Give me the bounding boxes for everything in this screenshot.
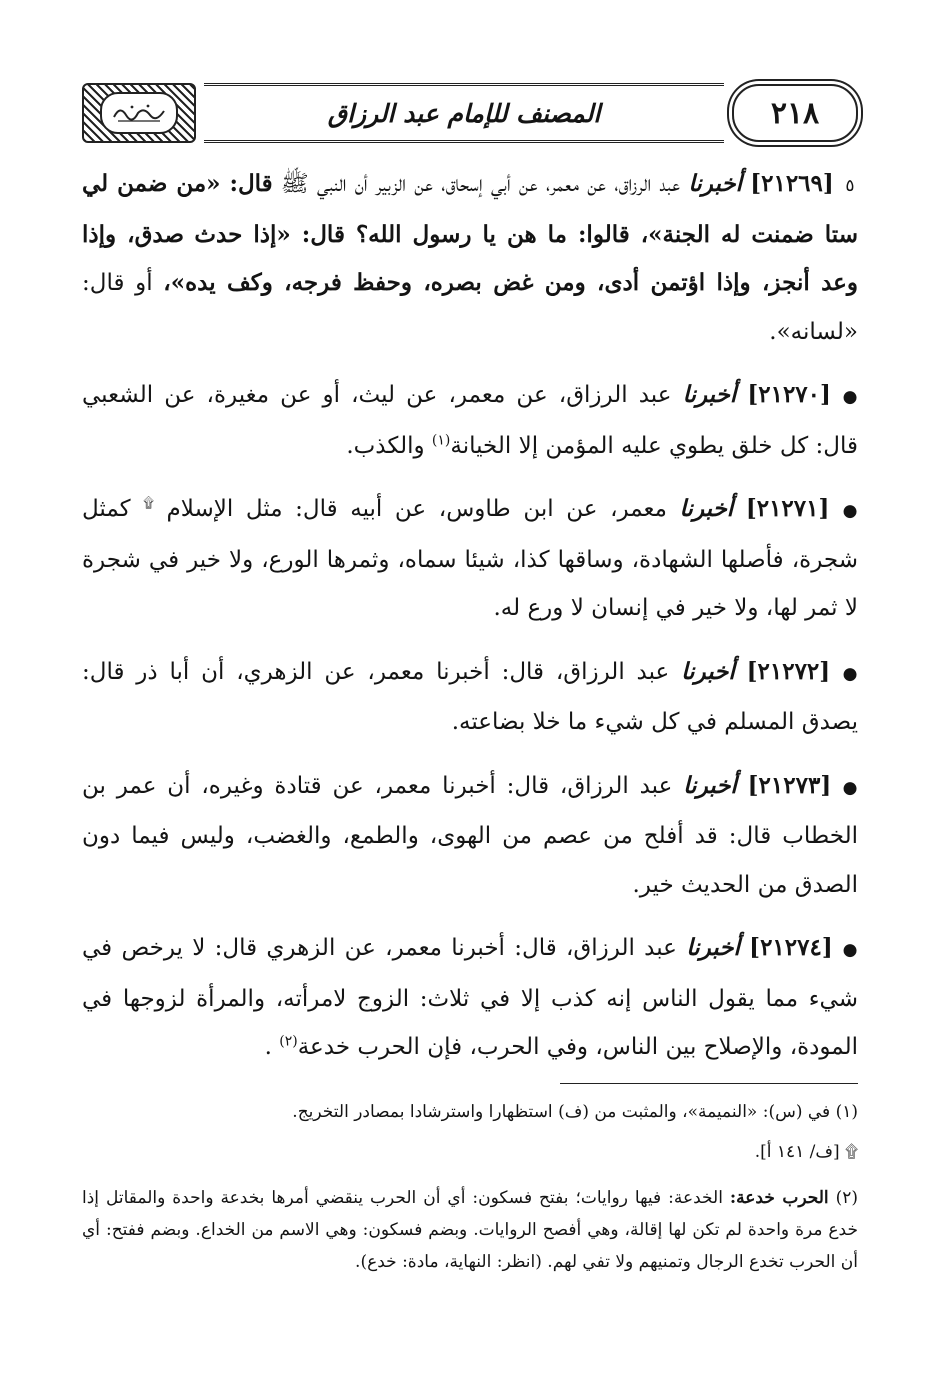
- footnote-text: [ف/ ١٤١ أ].: [754, 1142, 840, 1162]
- entry-marker: ●: [842, 663, 858, 684]
- text-line: كل خلق يطوي عليه المؤمن إلا الخيانة: [450, 432, 809, 459]
- emblem-cartouche: [100, 92, 178, 134]
- text-line: لها، ولا خير في إنسان لا ورع له.: [493, 595, 798, 621]
- footnote-2: [82, 1182, 858, 1278]
- footnotes: [82, 1096, 858, 1286]
- emblem-calligraphy-icon: [110, 101, 168, 125]
- hadith-number: [٢١٢٧٢]: [746, 657, 831, 685]
- footnote-page-mark: [82, 1136, 858, 1168]
- footnote-separator: [560, 1083, 858, 1084]
- hadith-entry-21269: [82, 160, 858, 356]
- manuscript-page-mark-icon: ۩: [143, 495, 154, 512]
- text-line: المسلم في كل شيء ما خلا بضاعته.: [451, 709, 795, 735]
- text-line: عبد الرزاق، عن معمر، عن أبي إسحاق، عن الزبير أن النبي ﷺ: [280, 171, 681, 197]
- text-line: شيء مما يقول الناس إنه كذب إلا في ثلاث: الزوج لامرأته، والمرأة لزوجها في: [82, 985, 858, 1012]
- footnote-number: (١): [835, 1102, 858, 1122]
- text-line: عبد الرزاق، قال: أخبرنا معمر، عن الزهري، أن أبا ذر قال: يصدق: [82, 658, 858, 735]
- narration-formula: أخبرنا: [688, 170, 742, 197]
- hadith-entry-21270: [82, 371, 858, 470]
- manuscript-page-mark-icon: ۩: [845, 1142, 858, 1162]
- narration-formula: أخبرنا: [681, 657, 735, 685]
- text-line: قال: «من ضمن لي ستا ضمنت له الجنة»، قالوا: ما هن يا رسول الله؟ قال: «إذا حدث: [82, 170, 859, 248]
- footnote-text: في (س): «النميمة»، والمثبت من (ف) استظهارا واسترشادا بمصادر التخريج.: [292, 1102, 831, 1122]
- text-line: والكذب.: [346, 432, 425, 459]
- entry-marker: ●: [842, 940, 858, 960]
- footnote-number: (٢): [835, 1188, 858, 1208]
- hadith-number: [٢١٢٧٠]: [747, 381, 831, 408]
- narration-formula: أخبرنا: [683, 771, 737, 799]
- text-line: الصدق من الحديث خير.: [632, 871, 858, 898]
- hadith-entry-21271: [82, 485, 858, 633]
- text-line: فأصلها الشهادة، وساقها كذا، شيئا سماه، وثمرها الورع، ولا خير في شجرة لا ثمر: [82, 546, 858, 621]
- book-title: المصنف للإمام عبد الرزاق: [204, 83, 724, 143]
- text-line: المودة، والإصلاح بين الناس، وفي الحرب، فإن الحرب خدعة: [297, 1034, 858, 1060]
- narration-formula: أخبرنا: [682, 381, 737, 408]
- entry-marker: ●: [842, 501, 858, 521]
- text-line: عبد الرزاق، قال: أخبرنا معمر، عن قتادة وغيره، أن عمر بن: [82, 772, 673, 799]
- hadith-entry-21272: [82, 648, 858, 747]
- footnote-keyword: الحرب خدعة:: [729, 1188, 829, 1208]
- text-line: كمثل شجرة،: [82, 496, 859, 573]
- text-line: عبد الرزاق، قال: أخبرنا معمر، عن الزهري قال: لا يرخص في: [82, 935, 677, 961]
- text-line: أو قال: «لسانه».: [82, 270, 858, 345]
- text-line: الخطاب قال: قد أفلح من عصم من الهوى، والطمع، والغضب، وليس فيما دون: [82, 823, 858, 849]
- text-line: معمر، عن ابن طاوس، عن أبيه قال: مثل الإسلام: [166, 496, 667, 522]
- footnote-text: الخدعة: فيها روايات؛ بفتح فسكون: أي أن الحرب ينقضي أمرها بخدعة واحدة والمقاتل إذا خدع مرة واحدة لم تكن لها إقالة، وهي أفصح الروايات. وبضم فسكون: وهي الاسم من الخداع. وبضم ففتح: أي أن الحرب تخدع الرجال وتمنيهم ولا تفي لهم. (انظر: النهاية، مادة: خدع).: [82, 1188, 858, 1272]
- running-header: [82, 80, 858, 146]
- footnote-reference[interactable]: (١): [431, 431, 451, 448]
- hadith-body: [82, 160, 858, 1087]
- hadith-entry-21273: [82, 762, 858, 910]
- book-emblem-icon: [82, 83, 196, 143]
- hadith-number: [٢١٢٧٣]: [747, 771, 832, 799]
- page-number: ٢١٨: [732, 84, 858, 142]
- footnote-reference[interactable]: (٢): [279, 1033, 298, 1050]
- entry-marker: ٥: [845, 176, 855, 196]
- text-line: عبد الرزاق، عن معمر، عن ليث، أو عن مغيرة، عن الشعبي قال:: [82, 382, 858, 459]
- narration-formula: أخبرنا: [679, 495, 734, 522]
- hadith-entry-21274: [82, 924, 858, 1072]
- text-line: صدق، وإذا وعد أنجز، وإذا اؤتمن أدى، ومن غض بصره، وحفظ فرجه، وكف يده»،: [82, 220, 858, 296]
- hadith-number: [٢١٢٦٩]: [750, 170, 834, 197]
- footnote-1: [82, 1096, 858, 1128]
- entry-marker: ●: [842, 777, 858, 798]
- hadith-number: [٢١٢٧٤]: [749, 934, 833, 961]
- hadith-number: [٢١٢٧١]: [745, 495, 830, 522]
- narration-formula: أخبرنا: [686, 934, 740, 961]
- entry-marker: ●: [842, 387, 858, 407]
- text-line: .: [264, 1034, 272, 1060]
